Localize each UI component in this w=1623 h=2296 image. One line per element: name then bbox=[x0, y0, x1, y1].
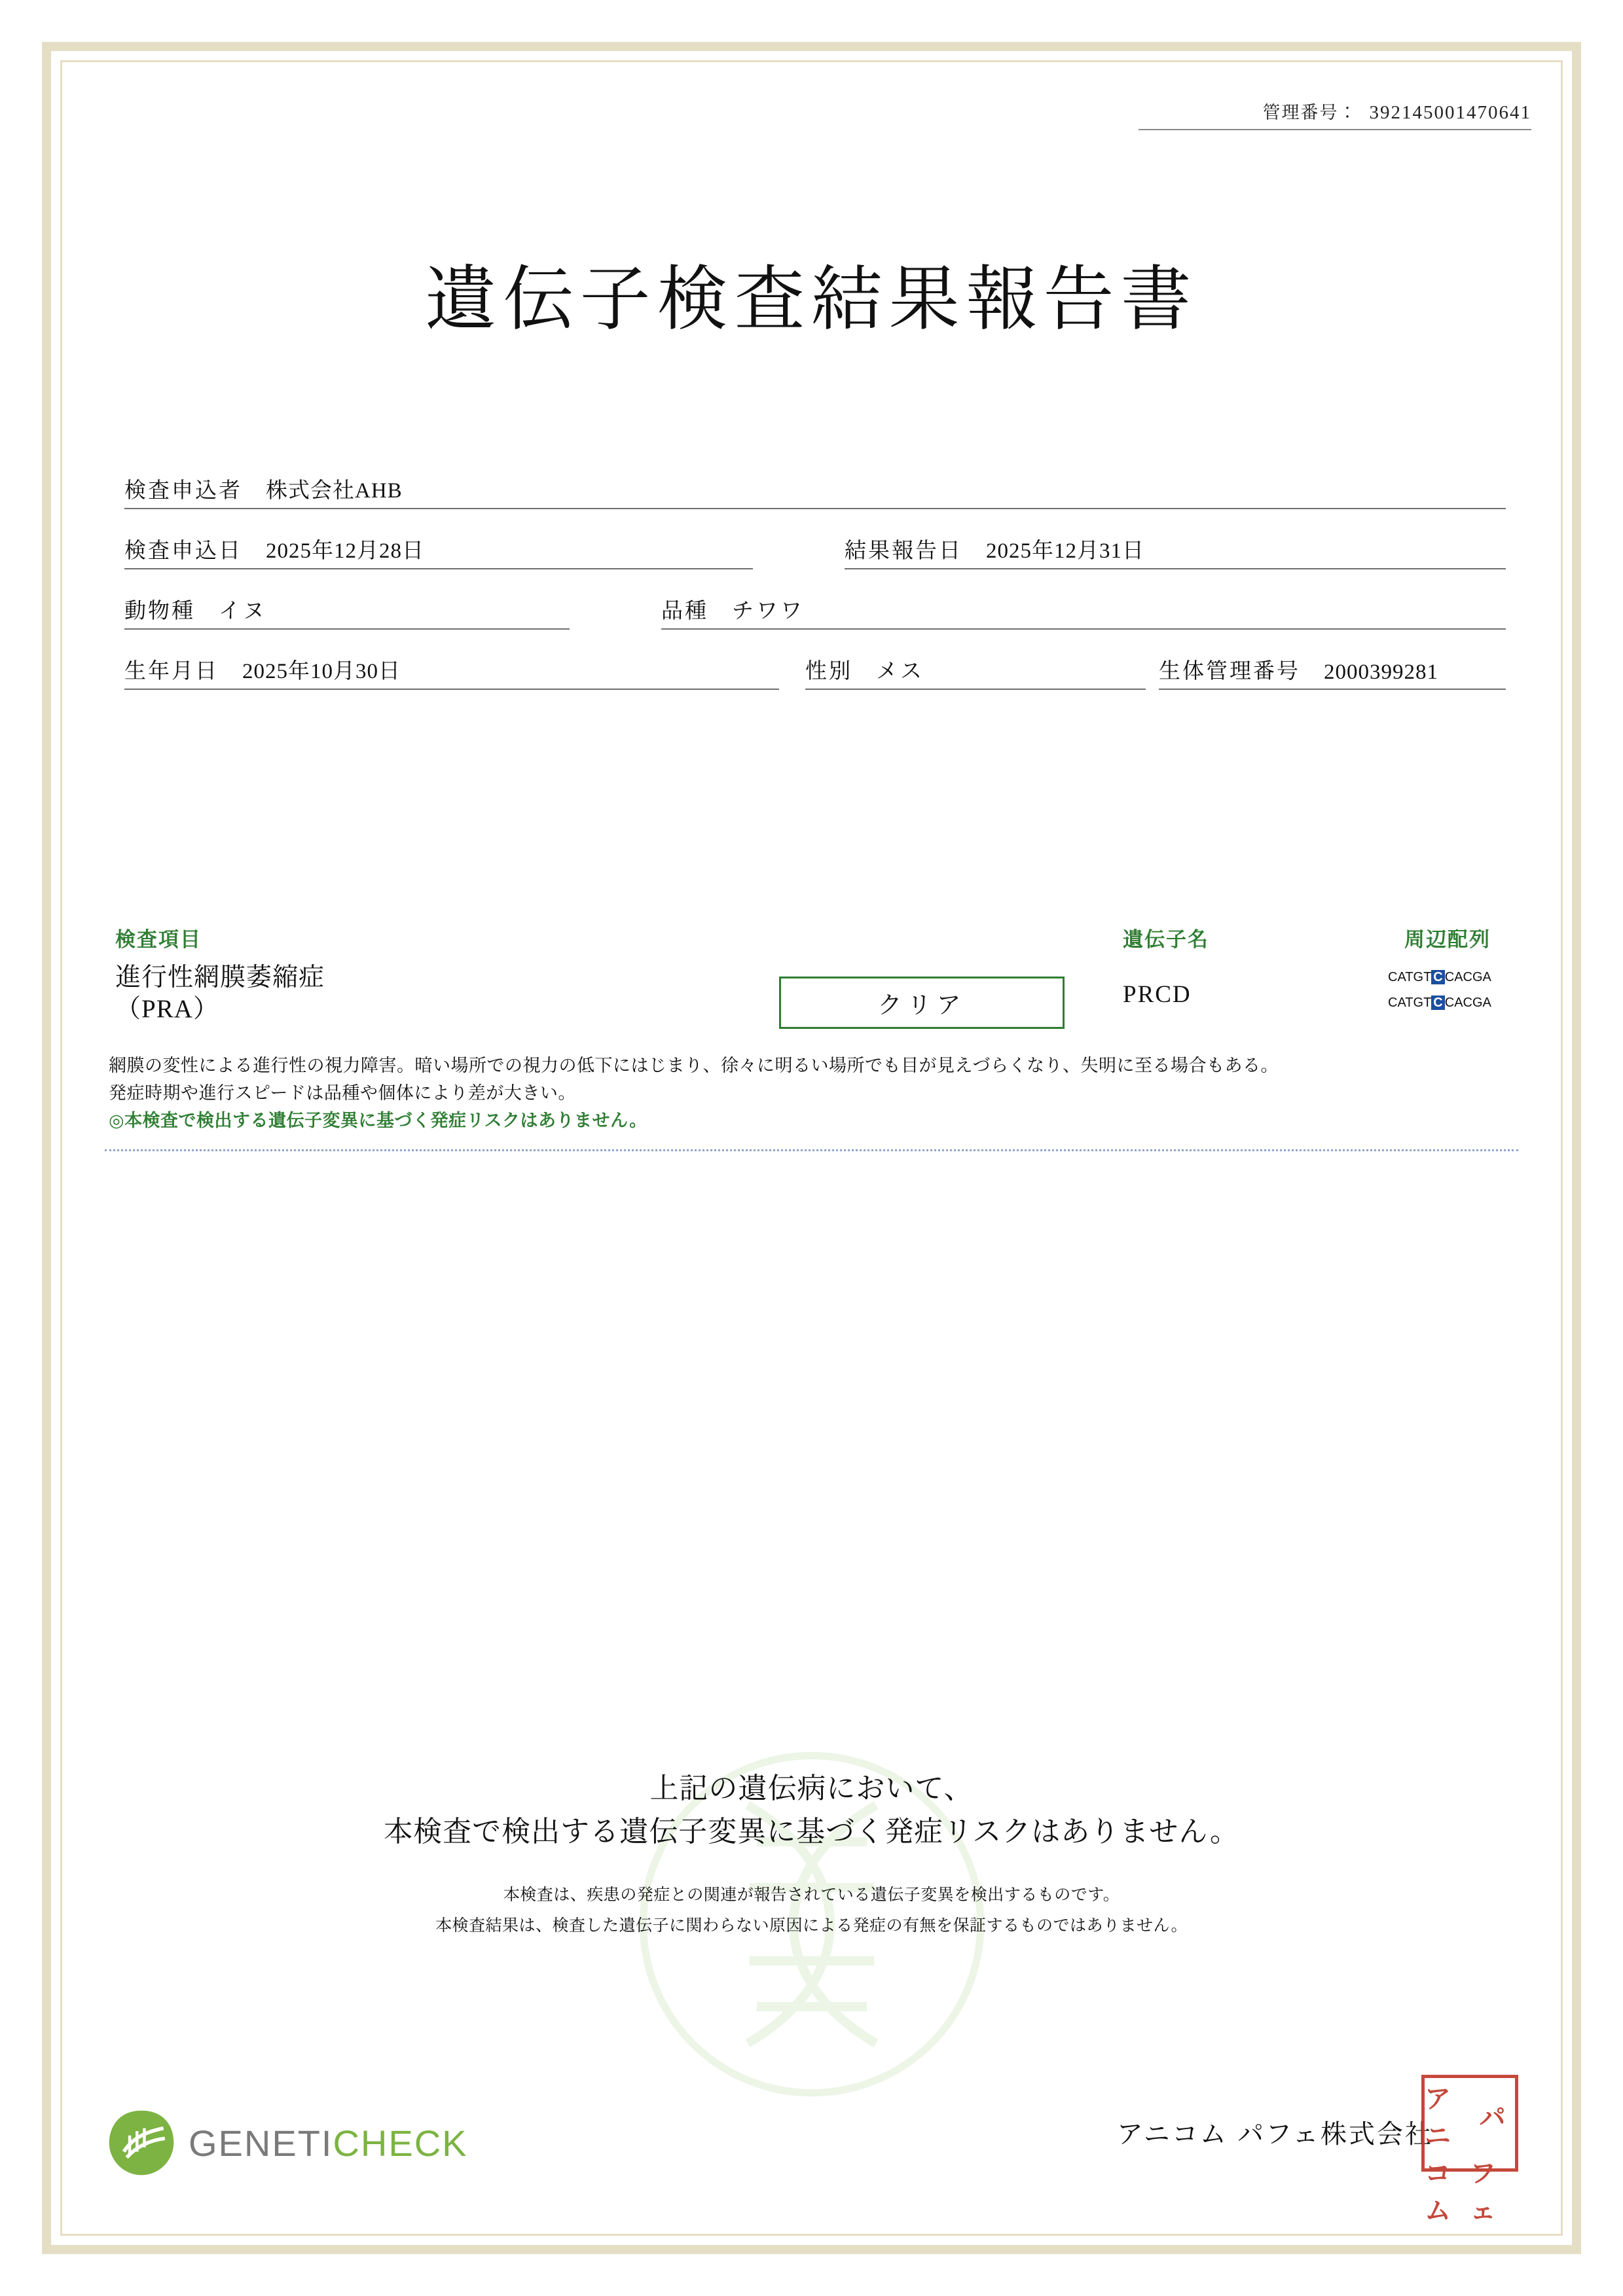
seq1-right: CACGA bbox=[1444, 970, 1491, 984]
description-line-1: 網膜の変性による進行性の視力障害。暗い場所での視力の低下にはじまり、徐々に明るい場所でも目が見えづらくなり、失明に至る場合もある。 bbox=[109, 1056, 1279, 1075]
col-header-gene: 遺伝子名 bbox=[1123, 928, 1209, 951]
disease-name bbox=[115, 962, 325, 1024]
seal-char-4: フェ bbox=[1470, 2159, 1496, 2226]
seq2-left: CATGT bbox=[1388, 996, 1432, 1010]
animal-id-label: 生体管理番号 bbox=[1159, 660, 1300, 683]
apply-date-label: 検査申込日 bbox=[124, 539, 242, 563]
result-column-headers bbox=[105, 923, 1518, 956]
field-breed bbox=[661, 585, 1506, 630]
page-title: 遺伝子検査結果報告書 bbox=[425, 261, 1198, 339]
col-header-sequence: 周辺配列 bbox=[1404, 928, 1491, 951]
info-row-applicant bbox=[124, 465, 1512, 525]
company-seal bbox=[1421, 2075, 1518, 2226]
applicant-info-block bbox=[124, 465, 1512, 706]
control-number-label: 管理番号： bbox=[1262, 103, 1358, 122]
risk-note: ◎本検査で検出する遺伝子変異に基づく発症リスクはありません。 bbox=[109, 1110, 647, 1130]
summary-note-2: 本検査結果は、検査した遺伝子に関わらない原因による発症の有無を保証するものではありません。 bbox=[435, 1916, 1188, 1935]
logo-word-2: CHECK bbox=[333, 2122, 468, 2164]
report-footer bbox=[92, 2067, 1531, 2226]
logo-wordmark bbox=[189, 2122, 468, 2164]
report-date-label: 結果報告日 bbox=[845, 539, 962, 563]
breed-label: 品種 bbox=[661, 600, 708, 623]
applicant-value: 株式会社AHB bbox=[266, 479, 403, 503]
disease-name-line1: 進行性網膜萎縮症 bbox=[115, 963, 325, 992]
birth-date-value: 2025年10月30日 bbox=[242, 660, 401, 683]
disease-name-line2: （PRA） bbox=[115, 994, 219, 1023]
geneticheck-logo bbox=[105, 2106, 468, 2179]
species-value: イヌ bbox=[219, 600, 267, 623]
logo-word-1: GENETI bbox=[189, 2122, 333, 2164]
apply-date-value: 2025年12月28日 bbox=[266, 539, 424, 563]
report-content bbox=[92, 79, 1531, 2226]
sex-label: 性別 bbox=[805, 660, 852, 683]
field-applicant bbox=[124, 465, 1506, 509]
seq2-variant: C bbox=[1431, 996, 1444, 1010]
summary-block bbox=[92, 1767, 1531, 1939]
seal-char-1: アニ bbox=[1425, 2084, 1451, 2151]
birth-date-label: 生年月日 bbox=[124, 660, 219, 683]
field-sex bbox=[805, 645, 1146, 690]
animal-id-value: 2000399281 bbox=[1324, 660, 1438, 684]
sequence-column bbox=[1388, 970, 1565, 1021]
applicant-label: 検査申込者 bbox=[124, 479, 242, 503]
sex-value: メス bbox=[876, 660, 924, 683]
section-divider bbox=[105, 1149, 1518, 1151]
info-row-dates bbox=[124, 525, 1512, 585]
info-row-species bbox=[124, 585, 1512, 645]
col-header-item: 検査項目 bbox=[115, 928, 202, 951]
field-species bbox=[124, 585, 570, 630]
seal-char-2: パ bbox=[1479, 2102, 1506, 2133]
summary-line-1: 上記の遺伝病において、 bbox=[649, 1772, 974, 1804]
seq1-left: CATGT bbox=[1388, 970, 1432, 984]
control-number-value: 392145001470641 bbox=[1369, 102, 1531, 123]
species-label: 動物種 bbox=[124, 600, 195, 623]
field-report-date bbox=[845, 525, 1506, 569]
judgement-box bbox=[779, 977, 1065, 1029]
seal-char-3: コム bbox=[1425, 2159, 1451, 2226]
summary-note-1: 本検査は、疾患の発症との関連が報告されている遺伝子変異を検出するものです。 bbox=[503, 1886, 1120, 1904]
result-row bbox=[105, 962, 1518, 1047]
field-animal-id bbox=[1159, 645, 1506, 690]
sequence-line-1 bbox=[1388, 970, 1565, 985]
test-result-section bbox=[105, 923, 1518, 1151]
field-apply-date bbox=[124, 525, 753, 569]
control-number-row bbox=[1139, 98, 1531, 130]
field-birth-date bbox=[124, 645, 779, 690]
leaf-dna-icon bbox=[105, 2106, 178, 2179]
gene-name-value: PRCD bbox=[1123, 981, 1192, 1008]
info-row-birth bbox=[124, 645, 1512, 706]
disease-description bbox=[105, 1052, 1518, 1135]
description-line-2: 発症時期や進行スピードは品種や個体により差が大きい。 bbox=[109, 1083, 576, 1103]
company-name: アニコム パフェ株式会社 bbox=[1116, 2120, 1433, 2149]
seq1-variant: C bbox=[1431, 970, 1444, 984]
judgement-value: クリア bbox=[877, 992, 966, 1019]
summary-line-2: 本検査で検出する遺伝子変異に基づく発症リスクはありません。 bbox=[384, 1816, 1239, 1848]
seq2-right: CACGA bbox=[1444, 996, 1491, 1010]
sequence-line-2 bbox=[1388, 996, 1565, 1011]
report-date-value: 2025年12月31日 bbox=[986, 539, 1144, 563]
breed-value: チワワ bbox=[732, 600, 805, 623]
